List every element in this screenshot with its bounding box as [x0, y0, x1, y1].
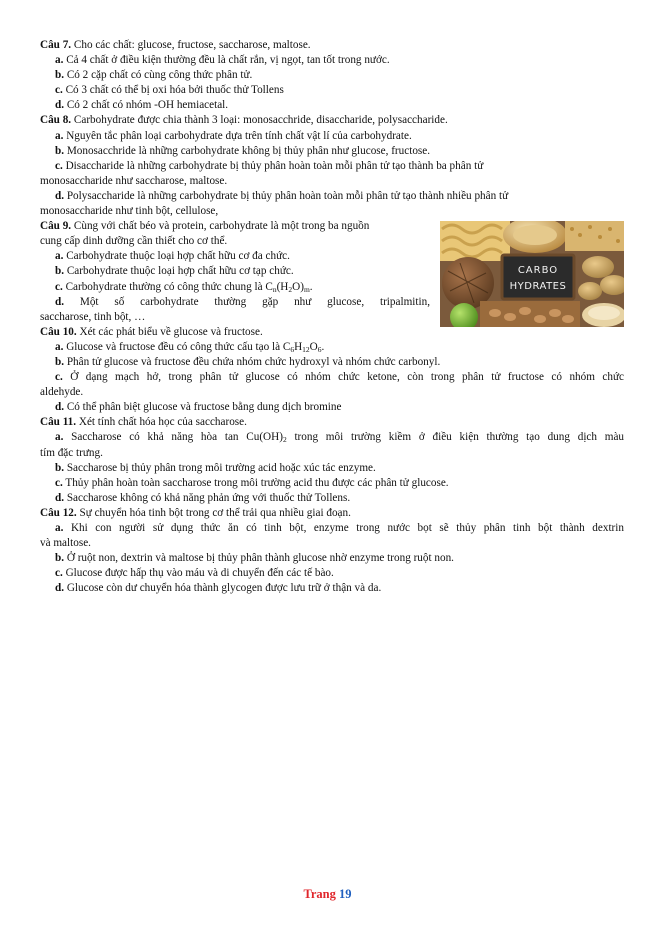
- q8-a-text: Nguyên tắc phân loại carbohydrate dựa trên tính chất vật lí của carbohydrate.: [63, 129, 412, 142]
- q9-c-end: .: [309, 280, 313, 293]
- q9-block: [40, 219, 624, 325]
- q7-option-c: [40, 83, 624, 98]
- q7-c-label: c.: [55, 84, 63, 97]
- q7-label: Câu 7.: [40, 39, 72, 51]
- q9-stem-cont: cung cấp dinh dưỡng cần thiết cho cơ thể.: [40, 235, 228, 248]
- q10-a-sub-6b: 6: [317, 344, 322, 354]
- footer-word: Trang: [303, 887, 336, 901]
- q8-a-label: a.: [55, 129, 64, 142]
- q10-a-h: H: [294, 340, 303, 353]
- q12-b-text: Ở ruột non, dextrin và maltose bị thủy phân thành glucose nhờ enzyme trong ruột non.: [64, 552, 454, 565]
- q8-option-d-cont: monosaccharide như tinh bột, cellulose,: [40, 205, 219, 218]
- q11-c-text: Thủy phân hoàn toàn saccharose trong môi trường acid thu được các phân tử glucose.: [62, 476, 449, 489]
- q11-a-label: a.: [55, 431, 64, 444]
- q10-a-o: O: [309, 340, 318, 353]
- q9-c-sub-2: 2: [288, 284, 293, 294]
- q8-stem-text: Carbohydrate được chia thành 3 loại: monosacchride, disaccharide, polysaccharide.: [71, 114, 448, 127]
- q9-c-post: O): [292, 280, 304, 293]
- q12-d-label: d.: [55, 582, 65, 595]
- q7-option-b: [40, 68, 624, 83]
- q9-option-d: [40, 295, 430, 310]
- q10-stem-text: Xét các phát biểu về glucose và fructose.: [76, 325, 263, 338]
- q9-option-a: [40, 249, 430, 264]
- q9-c-text: Carbohydrate thường có công thức chung là C: [62, 280, 273, 293]
- q8-b-label: b.: [55, 144, 65, 157]
- q7-stem: [40, 38, 624, 53]
- q12-d-text: Glucose còn dư chuyển hóa thành glycogen được lưu trữ ở thận và da.: [64, 582, 382, 595]
- q12-label: Câu 12.: [40, 506, 77, 519]
- carbohydrates-food-illustration: [440, 221, 624, 327]
- q12-option-c: [40, 566, 624, 581]
- page-number: 19: [339, 887, 352, 901]
- q10-option-a: [40, 340, 624, 355]
- q10-option-b: [40, 355, 624, 370]
- q12-a-text: Khi con người sử dụng thức ăn có tinh bột, enzyme trong nước bọt sẽ thủy phân tinh bột thành dextrin: [63, 522, 624, 534]
- q11-a-text-post: trong môi trường kiềm ở điều kiện thường tạo dung dịch màu: [286, 431, 624, 444]
- q11-option-c: [40, 476, 624, 491]
- q9-option-b: [40, 264, 430, 279]
- sign-text-carbo: CARBO: [517, 265, 559, 277]
- q10-option-d: [40, 400, 624, 415]
- q7-a-text: Cả 4 chất ở điều kiện thường đều là chất rắn, vị ngọt, tan tốt trong nước.: [63, 54, 390, 67]
- q10-b-label: b.: [55, 355, 65, 368]
- q9-a-label: a.: [55, 250, 64, 263]
- q10-a-sub-6: 6: [290, 344, 295, 354]
- q11-c-label: c.: [55, 476, 63, 489]
- q10-c-text: Ở dạng mạch hở, trong phân tử glucose có nhóm chức ketone, còn trong phân tử fructose có nhóm chức: [62, 371, 624, 384]
- q9-b-label: b.: [55, 265, 65, 278]
- q9-b-text: Carbohydrate thuộc loại hợp chất hữu cơ tạp chức.: [64, 265, 294, 278]
- q11-d-text: Saccharose không có khả năng phản ứng với thuốc thử Tollens.: [64, 491, 351, 504]
- q8-b-text: Monosacchride là những carbohydrate không bị thủy phân như glucose, fructose.: [64, 144, 431, 157]
- q10-d-label: d.: [55, 401, 65, 414]
- q12-b-label: b.: [55, 552, 65, 565]
- q11-stem: [40, 415, 624, 430]
- q10-b-text: Phân tử glucose và fructose đều chứa nhóm chức hydroxyl và nhóm chức carbonyl.: [64, 355, 441, 368]
- q12-stem-text: Sự chuyển hóa tinh bột trong cơ thể trải qua nhiều giai đoạn.: [76, 506, 351, 519]
- q10-a-end: .: [321, 340, 325, 353]
- q7-option-a: [40, 53, 624, 68]
- q10-d-text: Có thể phân biệt glucose và fructose bằng dung dịch bromine: [64, 401, 342, 414]
- q8-d-label: d.: [55, 189, 65, 202]
- carbohydrates-food-photo: [440, 221, 624, 327]
- q9-option-d-cont: saccharose, tinh bột, …: [40, 310, 146, 323]
- q8-c-label: c.: [55, 159, 63, 172]
- q12-a-label: a.: [55, 522, 64, 534]
- q7-option-d: [40, 98, 624, 113]
- q9-c-mid: (H: [276, 280, 289, 293]
- q8-d-text: Polysaccharide là những carbohydrate bị thủy phân hoàn toàn mỗi phân tử tạo thành nhiều phân tử: [64, 189, 509, 202]
- q7-d-label: d.: [55, 99, 65, 112]
- q7-a-label: a.: [55, 54, 64, 67]
- q10-option-c: [40, 370, 624, 385]
- q7-d-text: Có 2 chất có nhóm -OH hemiacetal.: [64, 99, 229, 112]
- q8-label: Câu 8.: [40, 114, 72, 127]
- q12-option-d: [40, 581, 624, 596]
- q11-label: Câu 11.: [40, 416, 77, 429]
- q11-option-a-cont: tím đặc trưng.: [40, 446, 103, 459]
- q11-b-label: b.: [55, 461, 65, 474]
- question-list: [40, 38, 624, 596]
- q12-c-label: c.: [55, 567, 63, 580]
- q10-a-sub-12: 12: [302, 344, 310, 354]
- q7-b-label: b.: [55, 69, 65, 82]
- sign-text-hydrates: HYDRATES: [509, 281, 567, 293]
- q12-c-text: Glucose được hấp thụ vào máu và di chuyển đến các tế bào.: [62, 567, 334, 580]
- q8-c-text: Disaccharide là những carbohydrate bị thủy phân hoàn toàn mỗi phân tử tạo thành ba phân tử: [62, 159, 484, 172]
- q10-a-text: Glucose và fructose đều có công thức cấu tạo là C: [63, 340, 291, 353]
- q11-d-label: d.: [55, 491, 65, 504]
- q10-c-label: c.: [55, 371, 63, 384]
- q10-a-label: a.: [55, 340, 64, 353]
- q9-option-c: [40, 280, 430, 295]
- q12-stem: [40, 506, 624, 521]
- q7-c-text: Có 3 chất có thể bị oxi hóa bởi thuốc thử Tollens: [62, 84, 284, 97]
- q8-option-a: [40, 129, 624, 144]
- q12-option-b: [40, 551, 624, 566]
- q8-option-c: [40, 159, 624, 174]
- q11-option-b: [40, 461, 624, 476]
- q11-a-text: Saccharose có khả năng hòa tan Cu(OH): [63, 431, 283, 444]
- q11-b-text: Saccharose bị thủy phân trong môi trường acid hoặc xúc tác enzyme.: [64, 461, 376, 474]
- q9-stem-text: Cùng với chất béo và protein, carbohydrate là một trong ba nguồn: [71, 220, 370, 233]
- page-footer: [0, 887, 655, 902]
- q9-c-sub-m: m: [303, 284, 310, 294]
- q11-stem-text: Xét tính chất hóa học của saccharose.: [76, 416, 247, 429]
- q9-stem: [40, 219, 430, 234]
- q9-d-text: Một số carbohydrate thường gặp như glucose, tripalmitin,: [64, 295, 430, 308]
- q9-label: Câu 9.: [40, 220, 72, 233]
- q12-option-a: [40, 521, 624, 536]
- q12-option-a-cont: và maltose.: [40, 537, 91, 550]
- q7-stem-text: Cho các chất: glucose, fructose, saccharose, maltose.: [71, 39, 311, 51]
- q9-c-sub-n: n: [272, 284, 277, 294]
- q11-a-sub-2: 2: [282, 435, 287, 445]
- q9-a-text: Carbohydrate thuộc loại hợp chất hữu cơ đa chức.: [63, 250, 290, 263]
- q9-d-label: d.: [55, 295, 65, 308]
- q11-option-d: [40, 491, 624, 506]
- q10-label: Câu 10.: [40, 325, 77, 338]
- q8-stem: [40, 113, 624, 128]
- q11-option-a: [40, 430, 624, 445]
- q8-option-c-cont: monosaccharide như saccharose, maltose.: [40, 174, 228, 187]
- q7-b-text: Có 2 cặp chất có cùng công thức phân tử.: [64, 69, 253, 82]
- q9-c-label: c.: [55, 280, 63, 293]
- q10-option-c-cont: aldehyde.: [40, 386, 84, 399]
- q8-option-b: [40, 144, 624, 159]
- q8-option-d: [40, 189, 624, 204]
